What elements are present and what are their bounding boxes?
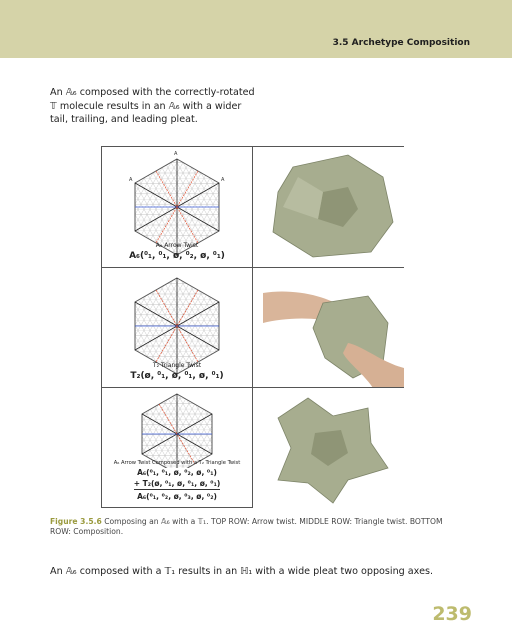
arrow-twist-title: A₆ Arrow Twist — [155, 242, 199, 249]
page-header — [0, 0, 512, 58]
hex-diagram-1 — [102, 147, 252, 267]
figure-grid — [101, 146, 404, 508]
triangle-twist-diagram — [102, 267, 252, 388]
arrow-twist-diagram — [102, 147, 252, 267]
closing-paragraph: An 𝔸₆ composed with a 𝕋₁ results in an ℍ₁ with a wide pleat two opposing axes. — [50, 566, 434, 577]
origami-photo-2 — [253, 268, 404, 388]
vertex-label: A — [174, 151, 178, 157]
composition-photo — [252, 387, 404, 508]
arrow-twist-formula: A₆(⁰₁, ⁰₁, ø, ⁰₂, ø, ⁰₁) — [129, 251, 225, 261]
svg-text:A: A — [129, 177, 133, 183]
section-title: 3.5 Archetype Composition — [332, 38, 470, 48]
triangle-twist-photo — [252, 267, 404, 388]
hex-diagram-2 — [102, 268, 252, 388]
page-number: 239 — [432, 603, 472, 625]
figure-caption — [50, 517, 460, 537]
hex-diagram-3 — [102, 388, 252, 468]
composition-formula-3: A₆(⁰₁, ⁰₂, ø, ⁰₃, ø, ⁰₂) — [137, 492, 217, 501]
triangle-twist-title: T₂ Triangle Twist — [152, 362, 202, 369]
origami-photo-1 — [253, 147, 404, 267]
triangle-twist-formula: T₂(ø, ⁰₁, ø, ⁰₁, ø, ⁰₁) — [130, 371, 224, 381]
caption-text: Composing an 𝔸₆ with a 𝕋₁. TOP ROW: Arrow twist. MIDDLE ROW: Triangle twist. BOTTOM ROW: Composition. — [50, 517, 443, 536]
arrow-twist-photo — [252, 147, 404, 267]
origami-photo-3 — [253, 388, 404, 508]
composition-formula-2: + T₂(ø, ⁰₁, ø, ⁰₁, ø, ⁰₁) — [133, 479, 221, 488]
composition-formula-1: A₆(⁰₁, ⁰₁, ø, ⁰₂, ø, ⁰₁) — [137, 468, 217, 477]
sum-rule — [134, 489, 220, 490]
figure-label: Figure 3.5.6 — [50, 517, 102, 526]
intro-paragraph: An 𝔸₆ composed with the correctly-rotated 𝕋 molecule results in an 𝔸₆ with a wider tail, trailing, and leading pleat. — [50, 87, 255, 125]
composition-title: A₆ Arrow Twist Composed with a T₂ Triangle Twist — [113, 460, 241, 466]
svg-text:A: A — [221, 177, 225, 183]
composition-diagram — [102, 387, 252, 508]
